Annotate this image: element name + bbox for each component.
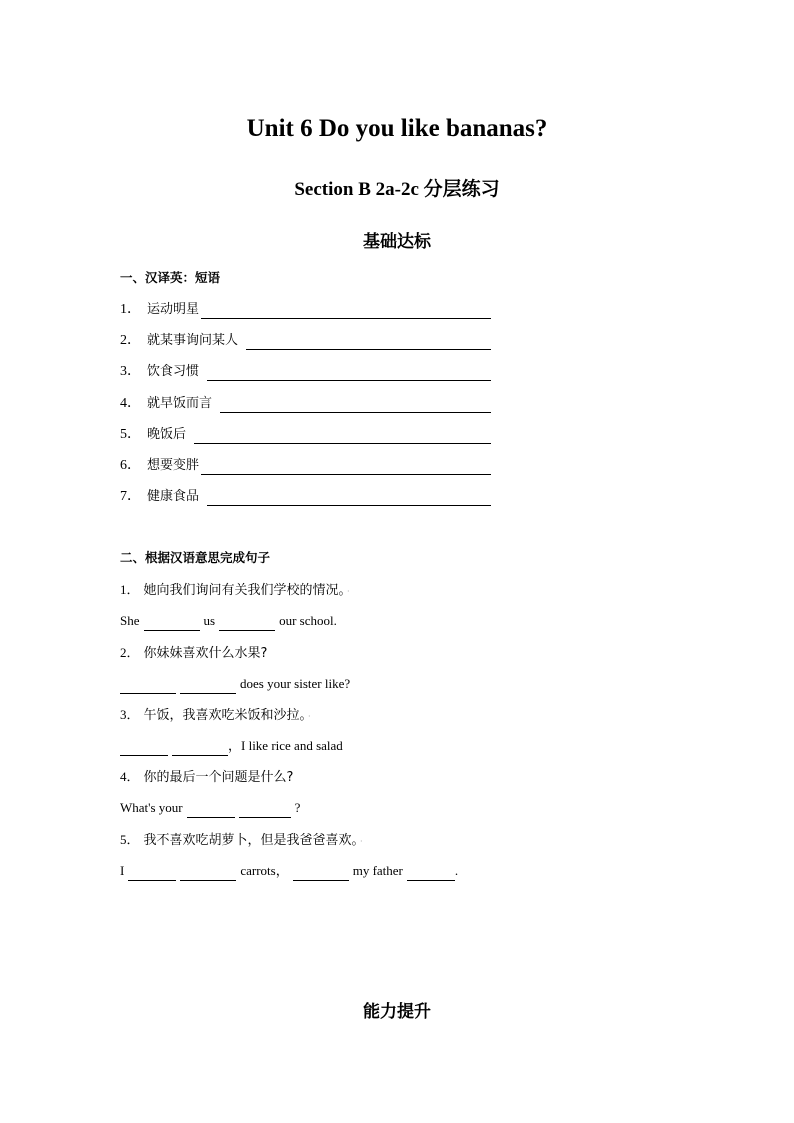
worksheet-title: Unit 6 Do you like bananas?: [246, 115, 548, 142]
question-chinese: 2． 你妹妹喜欢什么水果?: [120, 645, 268, 661]
answer-blank[interactable]: [219, 616, 275, 631]
answer-blank[interactable]: [120, 741, 168, 756]
phrase-item: 2． 就某事询问某人: [120, 330, 491, 350]
answer-blank[interactable]: [172, 741, 228, 756]
answer-line[interactable]: [207, 490, 491, 506]
phrase-item: 5． 晚饭后: [120, 424, 491, 444]
answer-blank[interactable]: [180, 866, 236, 881]
question-chinese: 3． 午饭，我喜欢吃米饭和沙拉。 ·: [120, 707, 311, 723]
phrase-item: 7． 健康食品: [120, 486, 491, 506]
answer-blank[interactable]: [120, 679, 176, 694]
answer-line[interactable]: [207, 365, 491, 381]
level-advanced-heading: 能力提升: [363, 1002, 431, 1021]
phrase-item: 3． 饮食习惯: [120, 361, 491, 381]
answer-line[interactable]: [201, 459, 491, 475]
answer-line[interactable]: [246, 334, 491, 350]
phrase-item: 4． 就早饭而言: [120, 393, 491, 413]
part2-heading: 二、根据汉语意思完成句子: [120, 550, 271, 565]
question-english: does your sister like?: [120, 674, 350, 694]
question-english: What's your ?: [120, 798, 300, 818]
level-basic-heading: 基础达标: [363, 232, 431, 251]
answer-blank[interactable]: [293, 866, 349, 881]
question-english: I carrots， my father .: [120, 861, 458, 881]
answer-blank[interactable]: [407, 866, 455, 881]
answer-line[interactable]: [194, 428, 491, 444]
worksheet-subtitle: Section B 2a-2c 分层练习: [294, 179, 500, 200]
answer-line[interactable]: [201, 303, 491, 319]
question-chinese: 5． 我不喜欢吃胡萝卜，但是我爸爸喜欢。 ·: [120, 832, 363, 848]
part1-heading: 一、汉译英：短语: [120, 270, 221, 285]
question-english: She us our school.: [120, 611, 337, 631]
question-chinese: 1． 她向我们询问有关我们学校的情况。 ·: [120, 582, 350, 598]
phrase-item: 1． 运动明星: [120, 299, 491, 319]
question-chinese: 4． 你的最后一个问题是什么?: [120, 769, 294, 785]
question-english: ，I like rice and salad: [120, 736, 343, 756]
answer-blank[interactable]: [128, 866, 176, 881]
answer-line[interactable]: [220, 397, 491, 413]
answer-blank[interactable]: [187, 803, 235, 818]
answer-blank[interactable]: [180, 679, 236, 694]
answer-blank[interactable]: [144, 616, 200, 631]
phrase-item: 6． 想要变胖: [120, 455, 491, 475]
answer-blank[interactable]: [239, 803, 291, 818]
